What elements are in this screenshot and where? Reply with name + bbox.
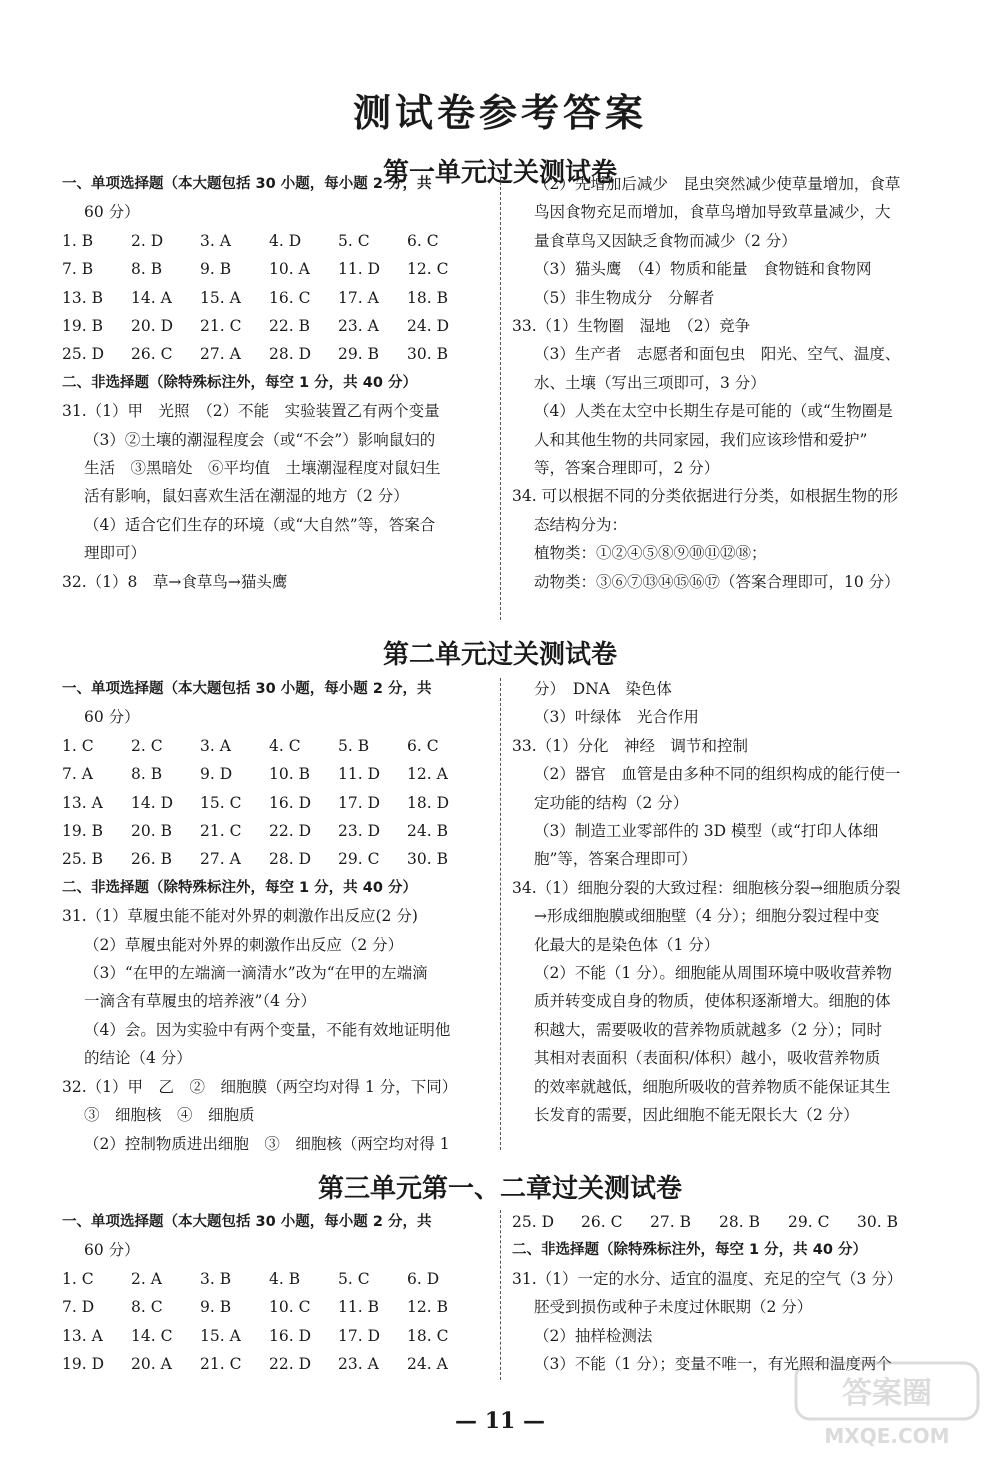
answer-item: 12. C xyxy=(407,260,449,279)
answer-item: 17. A xyxy=(338,288,379,307)
answer-item: 23. A xyxy=(338,1355,379,1374)
answer-item: 24. B xyxy=(407,822,448,841)
answer-line: 31.（1）甲 光照 （2）不能 实验装置乙有两个变量 xyxy=(62,402,440,421)
answer-item: 10. A xyxy=(269,260,310,279)
answer-item: 12. B xyxy=(407,1298,448,1317)
answer-item: 23. D xyxy=(338,822,381,841)
answer-line: 鸟因食物充足而增加，食草鸟增加导致草量减少，大 xyxy=(534,203,891,222)
answer-line: 理即可） xyxy=(84,544,147,563)
answer-line: 的效率就越低，细胞所吸收的营养物质不能保证其生 xyxy=(534,1077,891,1096)
answer-item: 21. C xyxy=(200,822,242,841)
answer-line: 化最大的是染色体（1 分） xyxy=(534,935,720,954)
answer-line: 水、土壤（写出三项即可，3 分） xyxy=(534,373,766,392)
answer-row xyxy=(512,1208,952,1236)
column-divider xyxy=(500,678,501,1150)
answer-item: 29. C xyxy=(788,1213,830,1231)
answer-row xyxy=(62,817,482,845)
answer-line: 34. 可以根据不同的分类依据进行分类，如根据生物的形 xyxy=(512,487,899,506)
answer-line: ③ 细胞核 ④ 细胞质 xyxy=(84,1106,255,1125)
answer-item: 2. C xyxy=(131,736,163,755)
answer-line: （3）制造工业零部件的 3D 模型（或“打印人体细 xyxy=(534,822,879,841)
answer-item: 1. C xyxy=(62,1269,94,1288)
section-heading: 二、非选择题（除特殊标注外，每空 1 分，共 40 分） xyxy=(62,374,417,391)
answer-line: （4）会。因为实验中有两个变量，不能有效地证明他 xyxy=(84,1020,451,1039)
answer-line: 31.（1）一定的水分、适宜的温度、充足的空气（3 分） xyxy=(512,1269,903,1288)
answer-item: 27. A xyxy=(200,345,241,364)
answer-line: 积越大，需要吸收的营养物质就越多（2 分）；同时 xyxy=(534,1020,883,1039)
answer-item: 10. C xyxy=(269,1298,311,1317)
answer-item: 22. D xyxy=(269,822,312,841)
answer-item: 28. D xyxy=(269,850,312,869)
answer-item: 28. B xyxy=(719,1213,760,1231)
answer-item: 30. B xyxy=(407,345,448,364)
svg-text:答案圈: 答案圈 xyxy=(842,1376,932,1411)
answer-line: （2）器官 血管是由多种不同的组织构成的能行使一 xyxy=(534,765,901,784)
answer-line: （2）不能（1 分）。细胞能从周围环境中吸收营养物 xyxy=(534,964,892,983)
answer-item: 2. A xyxy=(131,1269,162,1288)
answer-item: 9. B xyxy=(200,1298,232,1317)
answer-item: 4. C xyxy=(269,736,301,755)
answer-row xyxy=(62,760,482,788)
answer-item: 14. C xyxy=(131,1326,173,1345)
answer-line: （2）先增加后减少 昆虫突然减少使草量增加，食草 xyxy=(534,175,901,193)
answer-item: 24. A xyxy=(407,1355,448,1374)
answer-row xyxy=(62,1293,482,1321)
answer-item: 26. C xyxy=(581,1213,623,1231)
unit-1-title: 第一单元过关测试卷 xyxy=(382,158,617,188)
answer-item: 30. B xyxy=(857,1213,898,1231)
answer-row xyxy=(62,845,482,873)
answer-item: 26. C xyxy=(131,345,173,364)
answer-row xyxy=(62,789,482,817)
answer-line: 动物类：③⑥⑦⑬⑭⑮⑯⑰（答案合理即可，10 分） xyxy=(534,572,900,591)
answer-item: 15. A xyxy=(200,288,241,307)
answer-item: 4. D xyxy=(269,231,302,250)
answer-item: 3. B xyxy=(200,1269,232,1288)
answer-line: →形成细胞膜或细胞壁（4 分）；细胞分裂过程中变 xyxy=(534,907,880,926)
answer-line: 生活 ③黑暗处 ⑥平均值 土壤潮湿程度对鼠妇生 xyxy=(84,459,441,478)
answer-line: 的结论（4 分） xyxy=(84,1049,192,1068)
answer-item: 13. A xyxy=(62,793,103,812)
answer-line: 定功能的结构（2 分） xyxy=(534,793,689,812)
answer-item: 17. D xyxy=(338,1326,381,1345)
answer-item: 28. D xyxy=(269,345,312,364)
answer-item: 27. A xyxy=(200,850,241,869)
answer-line: 胞”等，答案合理即可） xyxy=(534,850,697,869)
answer-line: （3）生产者 志愿者和面包虫 阳光、空气、温度、 xyxy=(534,345,901,364)
answer-line: （4）适合它们生存的环境（或“大自然”等，答案合 xyxy=(84,515,436,534)
answer-line: 质并转变成自身的物质，使体积逐渐增大。细胞的体 xyxy=(534,992,891,1011)
answer-line: 其相对表面积（表面积/体积）越小，吸收营养物质 xyxy=(534,1049,881,1068)
answer-item: 9. B xyxy=(200,260,232,279)
answer-item: 13. B xyxy=(62,288,103,307)
answer-row xyxy=(62,732,482,760)
answer-row xyxy=(62,1265,482,1293)
answer-item: 25. B xyxy=(62,850,103,869)
answer-line: （2）控制物质进出细胞 ③ 细胞核（两空均对得 1 xyxy=(84,1134,450,1153)
answer-line: 60 分） xyxy=(84,1241,140,1260)
unit-2-title: 第二单元过关测试卷 xyxy=(382,640,617,670)
answer-item: 1. B xyxy=(62,231,94,250)
answer-item: 4. B xyxy=(269,1269,301,1288)
answer-item: 21. C xyxy=(200,1355,242,1374)
answer-line: （3）叶绿体 光合作用 xyxy=(534,708,699,727)
answer-line: 等，答案合理即可，2 分） xyxy=(534,459,720,478)
answer-item: 16. D xyxy=(269,793,312,812)
section-heading: 一、单项选择题（本大题包括 30 小题，每小题 2 分，共 xyxy=(62,176,432,192)
answer-line: 34.（1）细胞分裂的大致过程：细胞核分裂→细胞质分裂 xyxy=(512,878,901,897)
answer-row xyxy=(62,312,482,340)
answer-line: 胚受到损伤或种子未度过休眠期（2 分） xyxy=(534,1298,813,1317)
answer-item: 25. D xyxy=(62,345,105,364)
answer-item: 6. D xyxy=(407,1269,440,1288)
column-divider xyxy=(500,1210,501,1380)
answer-item: 20. B xyxy=(131,822,172,841)
unit-1-left-column xyxy=(62,170,482,596)
answer-item: 3. A xyxy=(200,231,231,250)
unit-2-right-column xyxy=(512,675,952,1130)
answer-line: （4）人类在太空中长期生存是可能的（或“生物圈是 xyxy=(534,402,893,421)
answer-item: 16. D xyxy=(269,1326,312,1345)
answer-row xyxy=(62,340,482,368)
answer-item: 19. B xyxy=(62,317,103,336)
answer-item: 30. B xyxy=(407,850,448,869)
answer-item: 29. C xyxy=(338,850,380,869)
answer-item: 7. B xyxy=(62,260,94,279)
unit-2-left-column xyxy=(62,675,482,1158)
answer-item: 15. A xyxy=(200,1326,241,1345)
answer-line: （3）“在甲的左端滴一滴清水”改为“在甲的左端滴 xyxy=(84,964,428,983)
answer-line: （5）非生物成分 分解者 xyxy=(534,288,715,307)
answer-item: 22. D xyxy=(269,1355,312,1374)
page-number: — 11 — xyxy=(455,1408,545,1434)
answer-item: 16. C xyxy=(269,288,311,307)
answer-item: 8. C xyxy=(131,1298,163,1317)
section-heading: 二、非选择题（除特殊标注外，每空 1 分，共 40 分） xyxy=(62,879,417,896)
answer-item: 21. C xyxy=(200,317,242,336)
answer-line: 32.（1）8 草→食草鸟→猫头鹰 xyxy=(62,572,288,591)
answer-item: 19. D xyxy=(62,1355,105,1374)
unit-3-left-column xyxy=(62,1208,482,1378)
answer-line: （3）不能（1 分）；变量不唯一，有光照和温度两个 xyxy=(534,1355,892,1374)
answer-item: 11. B xyxy=(338,1298,379,1317)
answer-line: 33.（1）分化 神经 调节和控制 xyxy=(512,736,749,755)
column-divider xyxy=(500,172,501,620)
section-heading: 二、非选择题（除特殊标注外，每空 1 分，共 40 分） xyxy=(512,1242,867,1259)
answer-item: 26. B xyxy=(131,850,172,869)
answer-item: 23. A xyxy=(338,317,379,336)
answer-item: 5. B xyxy=(338,736,370,755)
answer-line: 态结构分为： xyxy=(534,515,628,534)
answer-item: 27. B xyxy=(650,1213,691,1231)
answer-line: 量食草鸟又因缺乏食物而减少（2 分） xyxy=(534,231,797,250)
answer-item: 19. B xyxy=(62,822,103,841)
answer-item: 20. D xyxy=(131,317,174,336)
answer-item: 3. A xyxy=(200,736,231,755)
answer-line: （3）②土壤的潮湿程度会（或“不会”）影响鼠妇的 xyxy=(84,430,436,449)
answer-item: 18. C xyxy=(407,1326,449,1345)
page-title: 测试卷参考答案 xyxy=(352,91,647,135)
answer-item: 24. D xyxy=(407,317,450,336)
answer-line: 33.（1）生物圈 湿地 （2）竞争 xyxy=(512,317,751,336)
answer-item: 10. B xyxy=(269,765,310,784)
answer-line: 60 分） xyxy=(84,708,140,727)
answer-line: 长发育的需要，因此细胞不能无限长大（2 分） xyxy=(534,1106,859,1125)
answer-item: 15. C xyxy=(200,793,242,812)
watermark-text: MXQE.COM xyxy=(824,1424,950,1448)
answer-row xyxy=(62,284,482,312)
answer-item: 17. D xyxy=(338,793,381,812)
answer-item: 14. A xyxy=(131,288,172,307)
answer-line: 人和其他生物的共同家园，我们应该珍惜和爱护” xyxy=(534,430,868,449)
answer-item: 14. D xyxy=(131,793,174,812)
answer-item: 6. C xyxy=(407,231,439,250)
answer-item: 20. A xyxy=(131,1355,172,1374)
answer-item: 18. B xyxy=(407,288,448,307)
watermark-logo xyxy=(792,1359,982,1449)
answer-item: 11. D xyxy=(338,765,381,784)
answer-line: （2）抽样检测法 xyxy=(534,1326,653,1345)
answer-item: 7. D xyxy=(62,1298,95,1317)
answer-line: 31.（1）草履虫能不能对外界的刺激作出反应(2 分) xyxy=(62,907,418,926)
answer-item: 2. D xyxy=(131,231,164,250)
answer-line: （3）猫头鹰 （4）物质和能量 食物链和食物网 xyxy=(534,260,872,279)
unit-3-title: 第三单元第一、二章过关测试卷 xyxy=(317,1174,682,1204)
answer-item: 9. D xyxy=(200,765,233,784)
answer-row xyxy=(62,227,482,255)
answer-item: 22. B xyxy=(269,317,310,336)
answer-row xyxy=(62,1322,482,1350)
answer-item: 11. D xyxy=(338,260,381,279)
answer-line: 60 分） xyxy=(84,203,140,222)
answer-line: 32.（1）甲 乙 ② 细胞膜（两空均对得 1 分，下同） xyxy=(62,1077,458,1096)
answer-item: 8. B xyxy=(131,765,163,784)
answer-item: 29. B xyxy=(338,345,379,364)
section-heading: 一、单项选择题（本大题包括 30 小题，每小题 2 分，共 xyxy=(62,681,432,697)
answer-item: 5. C xyxy=(338,231,370,250)
answer-item: 8. B xyxy=(131,260,163,279)
answer-item: 25. D xyxy=(512,1213,555,1231)
answer-line: 活有影响，鼠妇喜欢生活在潮湿的地方（2 分） xyxy=(84,487,409,506)
answer-line: 一滴含有草履虫的培养液”（4 分） xyxy=(84,992,316,1011)
answer-item: 18. D xyxy=(407,793,450,812)
answer-line: 分） DNA 染色体 xyxy=(534,680,672,698)
answer-item: 12. A xyxy=(407,765,448,784)
answer-item: 1. C xyxy=(62,736,94,755)
answer-item: 7. A xyxy=(62,765,93,784)
answer-line: （2）草履虫能对外界的刺激作出反应（2 分） xyxy=(84,935,404,954)
unit-1-right-column xyxy=(512,170,952,596)
answer-item: 6. C xyxy=(407,736,439,755)
answer-line: 植物类：①②④⑤⑧⑨⑩⑪⑫⑱； xyxy=(534,544,767,563)
answer-item: 5. C xyxy=(338,1269,370,1288)
section-heading: 一、单项选择题（本大题包括 30 小题，每小题 2 分，共 xyxy=(62,1214,432,1230)
answer-item: 13. A xyxy=(62,1326,103,1345)
answer-row xyxy=(62,255,482,283)
answer-row xyxy=(62,1350,482,1378)
unit-3-right-column xyxy=(512,1208,952,1378)
